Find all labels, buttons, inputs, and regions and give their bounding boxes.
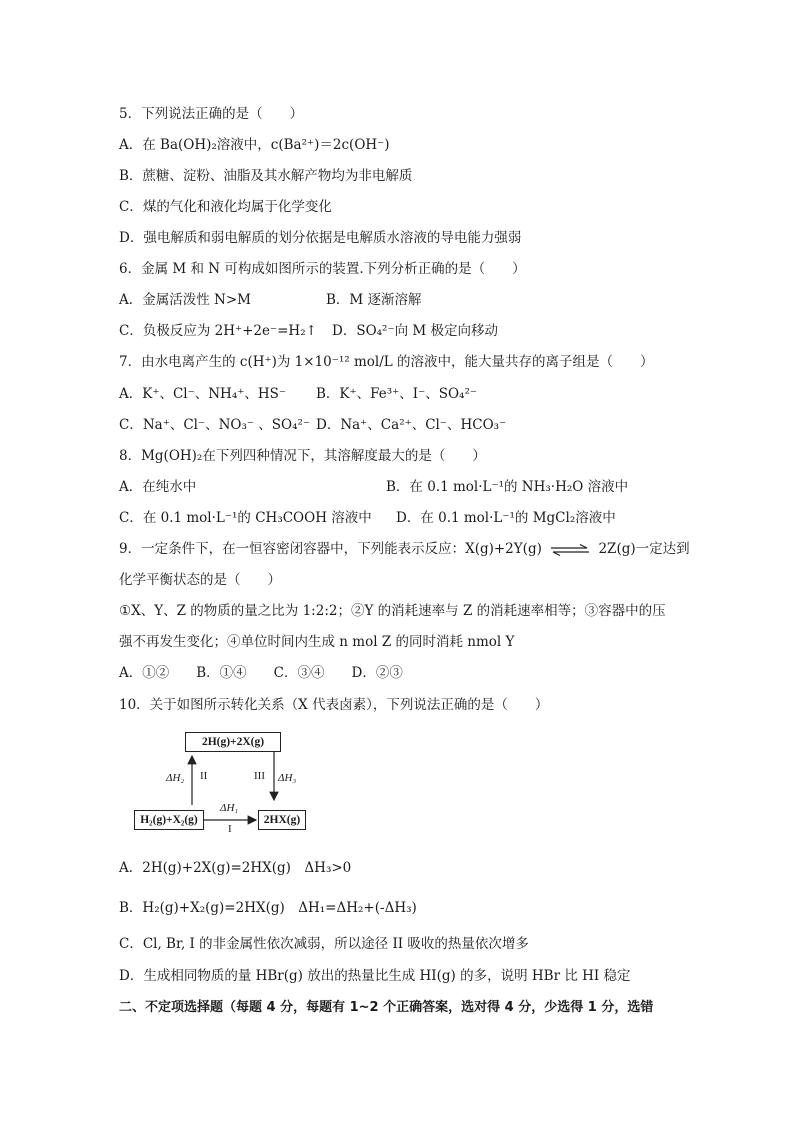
q10-option-c: C．Cl, Br, I 的非金属性依次减弱，所以途径 II 吸收的热量依次增多 — [119, 936, 529, 952]
q9-stem-part2: 2Z(g)一定达到 — [598, 541, 690, 557]
q7-option-c: C．Na⁺、Cl⁻、NO₃⁻ 、SO₄²⁻ — [119, 417, 311, 433]
q5-option-a: A．在 Ba(OH)₂溶液中，c(Ba²⁺)＝2c(OH⁻) — [119, 137, 390, 153]
q9-options: A．①② B．①④ C．③④ D．②③ — [119, 665, 403, 681]
q9-stem-part1: 9．一定条件下，在一恒容密闭容器中，下列能表示反应：X(g)+2Y(g) — [119, 541, 542, 557]
q6-option-c: C．负极反应为 2H⁺+2e⁻=H₂↑ — [119, 323, 317, 339]
q9-conditions-line1: ①X、Y、Z 的物质的量之比为 1:2:2；②Y 的消耗速率与 Z 的消耗速率相等；③容器中的压 — [119, 603, 666, 619]
q9-stem-line1 — [119, 540, 690, 558]
q5-option-c: C．煤的气化和液化均属于化学变化 — [119, 199, 332, 215]
q8-option-b: B．在 0.1 mol·L⁻¹的 NH₃·H₂O 溶液中 — [386, 479, 629, 495]
path-i-label: I — [228, 823, 232, 835]
q7-option-a: A．K⁺、Cl⁻、NH₄⁺、HS⁻ — [119, 386, 287, 402]
q8-option-d: D．在 0.1 mol·L⁻¹的 MgCl₂溶液中 — [396, 510, 616, 526]
q10-option-a: A．2H(g)+2X(g)=2HX(g) ΔH₃>0 — [119, 860, 352, 876]
q5-option-d: D．强电解质和弱电解质的划分依据是电解质水溶液的导电能力强弱 — [119, 230, 522, 246]
q6-option-a: A．金属活泼性 N>M — [119, 292, 251, 308]
left-state-box: H₂(g)+X₂(g) — [134, 810, 204, 830]
enthalpy-cycle-diagram — [128, 728, 328, 840]
dh1-label: ΔH₁ — [220, 802, 239, 814]
q10-stem: 10．关于如图所示转化关系（X 代表卤素），下列说法正确的是（ ） — [119, 697, 549, 713]
section-heading: 二、不定项选择题（每题 4 分，每题有 1~2 个正确答案，选对得 4 分，少选得 1 分，选错 — [119, 1000, 654, 1015]
path-iii-label: III — [254, 770, 265, 782]
q6-option-b: B．M 逐渐溶解 — [326, 292, 422, 308]
path-ii-label: II — [200, 770, 208, 782]
q9-conditions-line2: 强不再发生变化；④单位时间内生成 n mol Z 的同时消耗 nmol Y — [119, 634, 515, 650]
q8-option-a: A．在纯水中 — [119, 479, 197, 495]
q7-option-b: B．K⁺、Fe³⁺、I⁻、SO₄²⁻ — [316, 386, 478, 402]
dh2-label: ΔH₂ — [166, 772, 185, 784]
q6-option-d: D．SO₄²⁻向 M 极定向移动 — [332, 323, 498, 339]
q5-option-b: B．蔗糖、淀粉、油脂及其水解产物均为非电解质 — [119, 168, 413, 184]
q10-option-d: D．生成相同物质的量 HBr(g) 放出的热量比生成 HI(g) 的多，说明 HBr 比 HI 稳定 — [119, 968, 631, 984]
q6-stem: 6．金属 M 和 N 可构成如图所示的装置.下列分析正确的是（ ） — [119, 261, 526, 277]
q7-stem: 7．由水电离产生的 c(H⁺)为 1×10⁻¹² mol/L 的溶液中，能大量共存的离子组是（ ） — [119, 354, 654, 370]
equilibrium-arrow-icon — [549, 544, 591, 556]
q9-stem-line2: 化学平衡状态的是（ ） — [119, 572, 281, 588]
q8-stem: 8．Mg(OH)₂在下列四种情况下，其溶解度最大的是（ ） — [119, 448, 486, 464]
q8-option-c: C．在 0.1 mol·L⁻¹的 CH₃COOH 溶液中 — [119, 510, 372, 526]
dh3-label: ΔH₃ — [278, 772, 297, 784]
top-state-box: 2H(g)+2X(g) — [185, 732, 281, 752]
right-state-box: 2HX(g) — [258, 810, 306, 830]
q7-option-d: D．Na⁺、Ca²⁺、Cl⁻、HCO₃⁻ — [316, 417, 507, 433]
q5-stem: 5．下列说法正确的是（ ） — [119, 106, 304, 122]
q10-option-b: B．H₂(g)+X₂(g)=2HX(g) ΔH₁=ΔH₂+(-ΔH₃) — [119, 900, 417, 916]
